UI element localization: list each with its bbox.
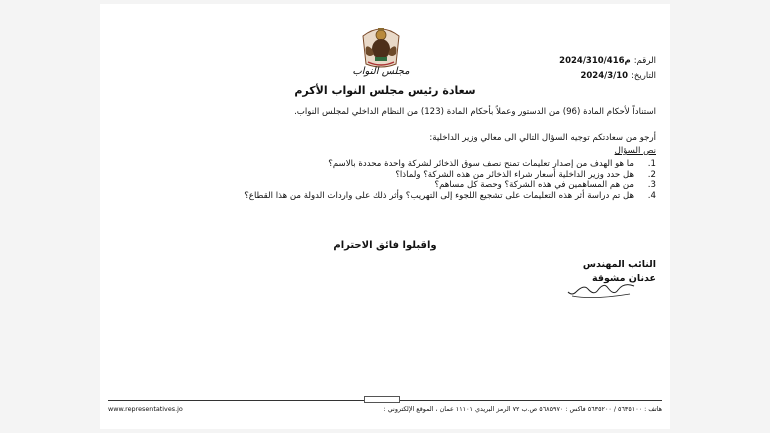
handwritten-signature — [564, 280, 640, 302]
question-number: 3. — [647, 180, 656, 190]
request-line: أرجو من سعادتكم توجيه السؤال التالي الى معالي وزير الداخلية: — [429, 133, 656, 143]
reference-block — [559, 54, 656, 84]
question-text: هل تم دراسة أثر هذه التعليمات على تشجيع اللجوء إلى التهريب؟ وأثر ذلك على واردات الدولة من هذا القطاع؟ — [244, 190, 634, 201]
footer-contact: هاتف : ٥٦٣٥١٠٠ / ٥٦٣٥٢٠٠ فاكس : ٥٦٨٥٩٧٠ ص.ب ٧٢ الرمز البريدي ١١١٠١ عمان ، الموقع الإلكتروني : — [383, 405, 662, 413]
intro-text: استناداً لأحكام المادة (96) من الدستور وعملاً بأحكام المادة (123) من النظام الداخلي لمجلس النواب. — [294, 107, 656, 117]
jordan-coat-of-arms-icon — [358, 24, 404, 68]
question-number: 2. — [647, 169, 656, 180]
reference-date-value: 2024/3/10 — [580, 71, 629, 81]
closing-line: واقبلوا فائق الاحترام — [333, 240, 437, 251]
question-number: 4. — [647, 190, 656, 201]
reference-date-label: التاريخ: — [631, 71, 656, 81]
reference-number-value: م2024/310/416 — [559, 56, 631, 66]
reference-number — [559, 54, 656, 69]
reference-number-label: الرقم: — [633, 56, 656, 66]
question-text: من هم المساهمين في هذه الشركة؟ وحصة كل مساهم؟ — [434, 180, 634, 190]
emblem-caption: مجلس النواب — [352, 66, 410, 77]
question-list — [128, 159, 656, 201]
question-text: هل حدد وزير الداخلية أسعار شراء الذخائر من هذه الشركة؟ ولماذا؟ — [395, 169, 634, 180]
question-number: 1. — [647, 159, 656, 169]
list-item — [128, 180, 656, 191]
list-item — [128, 191, 656, 202]
list-item — [128, 159, 656, 170]
signatory-title: النائب المهندس — [582, 259, 656, 270]
letter-page — [100, 4, 670, 429]
reference-date — [559, 69, 656, 84]
footer-logo-icon — [364, 396, 400, 403]
list-item — [128, 170, 656, 181]
salutation: سعادة رئيس مجلس النواب الأكرم — [294, 84, 476, 97]
footer-website: www.representatives.jo — [108, 405, 183, 413]
question-text: ما هو الهدف من إصدار تعليمات تمنح نصف سوق الذخائر لشركة واحدة محددة بالاسم؟ — [328, 159, 634, 169]
signatory-name: عدنان مشوقة — [591, 273, 656, 284]
intro-paragraph — [124, 106, 656, 119]
question-heading: نص السؤال — [614, 146, 656, 156]
